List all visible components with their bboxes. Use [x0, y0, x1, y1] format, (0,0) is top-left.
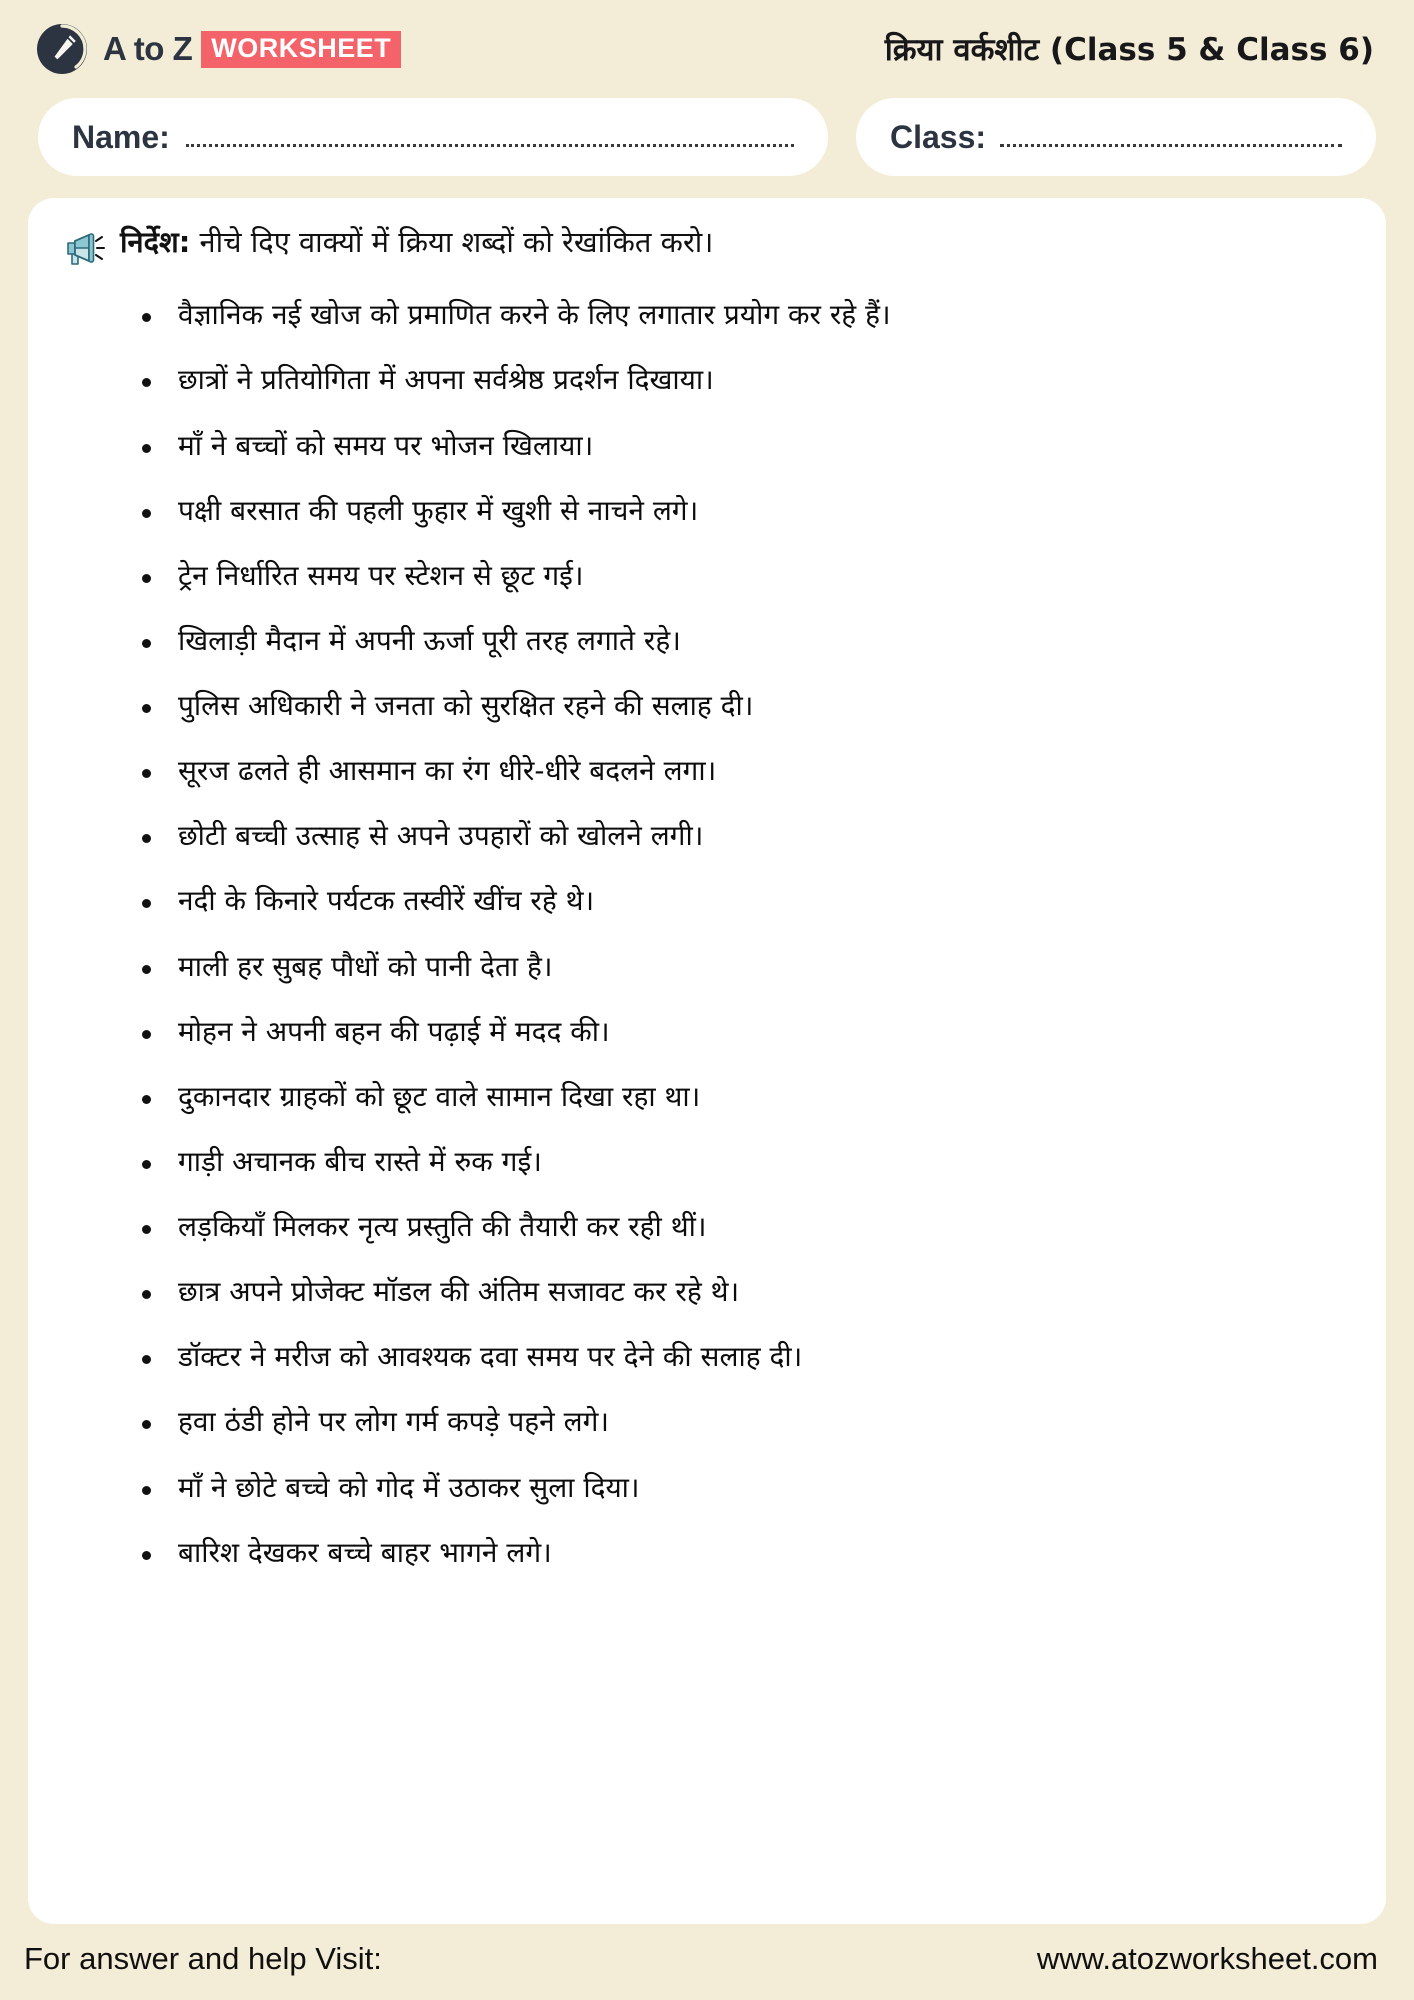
footer-website-link[interactable]: www.atozworksheet.com [1036, 1941, 1378, 1976]
list-item[interactable]: छात्र अपने प्रोजेक्ट मॉडल की अंतिम सजावट कर रहे थे। [140, 1274, 1352, 1310]
list-item[interactable]: लड़कियाँ मिलकर नृत्य प्रस्तुति की तैयारी कर रही थीं। [140, 1209, 1352, 1245]
brand-badge: WORKSHEET [201, 31, 401, 68]
list-item[interactable]: वैज्ञानिक नई खोज को प्रमाणित करने के लिए लगातार प्रयोग कर रहे हैं। [140, 297, 1352, 333]
instruction-lead: निर्देश: [120, 225, 191, 259]
worksheet-card [28, 198, 1386, 1924]
list-item[interactable]: खिलाड़ी मैदान में अपनी ऊर्जा पूरी तरह लगाते रहे। [140, 623, 1352, 659]
class-field-container[interactable] [856, 98, 1376, 176]
name-input-line[interactable] [186, 144, 794, 147]
student-info-row [0, 98, 1414, 180]
list-item[interactable]: माँ ने बच्चों को समय पर भोजन खिलाया। [140, 428, 1352, 464]
instruction-body: नीचे दिए वाक्यों में क्रिया शब्दों को रेखांकित करो। [190, 225, 714, 259]
list-item[interactable]: गाड़ी अचानक बीच रास्ते में रुक गई। [140, 1144, 1352, 1180]
list-item[interactable]: पुलिस अधिकारी ने जनता को सुरक्षित रहने की सलाह दी। [140, 688, 1352, 724]
megaphone-icon [62, 228, 106, 268]
list-item[interactable]: छोटी बच्ची उत्साह से अपने उपहारों को खोलने लगी। [140, 818, 1352, 854]
name-field-container[interactable] [38, 98, 828, 176]
list-item[interactable]: माँ ने छोटे बच्चे को गोद में उठाकर सुला दिया। [140, 1470, 1352, 1506]
brand-wordmark [103, 30, 401, 68]
list-item[interactable]: मोहन ने अपनी बहन की पढ़ाई में मदद की। [140, 1014, 1352, 1050]
class-input-line[interactable] [1000, 144, 1342, 147]
class-label: Class: [890, 118, 987, 155]
footer-help-text: For answer and help Visit: [24, 1941, 382, 1976]
page-title: क्रिया वर्कशीट (Class 5 & Class 6) [884, 32, 1374, 68]
list-item[interactable]: छात्रों ने प्रतियोगिता में अपना सर्वश्रेष्ठ प्रदर्शन दिखाया। [140, 362, 1352, 398]
list-item[interactable]: सूरज ढलते ही आसमान का रंग धीरे-धीरे बदलने लगा। [140, 753, 1352, 789]
page-header [0, 0, 1414, 98]
list-item[interactable]: डॉक्टर ने मरीज को आवश्यक दवा समय पर देने की सलाह दी। [140, 1339, 1352, 1375]
list-item[interactable]: ट्रेन निर्धारित समय पर स्टेशन से छूट गई। [140, 558, 1352, 594]
page-footer [0, 1924, 1414, 2000]
brand-name: A to Z [103, 30, 193, 67]
instruction-text [120, 224, 713, 262]
list-item[interactable]: बारिश देखकर बच्चे बाहर भागने लगे। [140, 1535, 1352, 1571]
list-item[interactable]: माली हर सुबह पौधों को पानी देता है। [140, 949, 1352, 985]
list-item[interactable]: नदी के किनारे पर्यटक तस्वीरें खींच रहे थे। [140, 883, 1352, 919]
name-label: Name: [72, 118, 170, 155]
brand-logo [34, 21, 401, 77]
pen-circle-logo-icon [34, 21, 90, 77]
list-item[interactable]: पक्षी बरसात की पहली फुहार में खुशी से नाचने लगे। [140, 493, 1352, 529]
list-item[interactable]: दुकानदार ग्राहकों को छूट वाले सामान दिखा रहा था। [140, 1079, 1352, 1115]
list-item[interactable]: हवा ठंडी होने पर लोग गर्म कपड़े पहने लगे। [140, 1404, 1352, 1440]
instruction-row [62, 224, 1352, 268]
question-list [62, 297, 1352, 1570]
